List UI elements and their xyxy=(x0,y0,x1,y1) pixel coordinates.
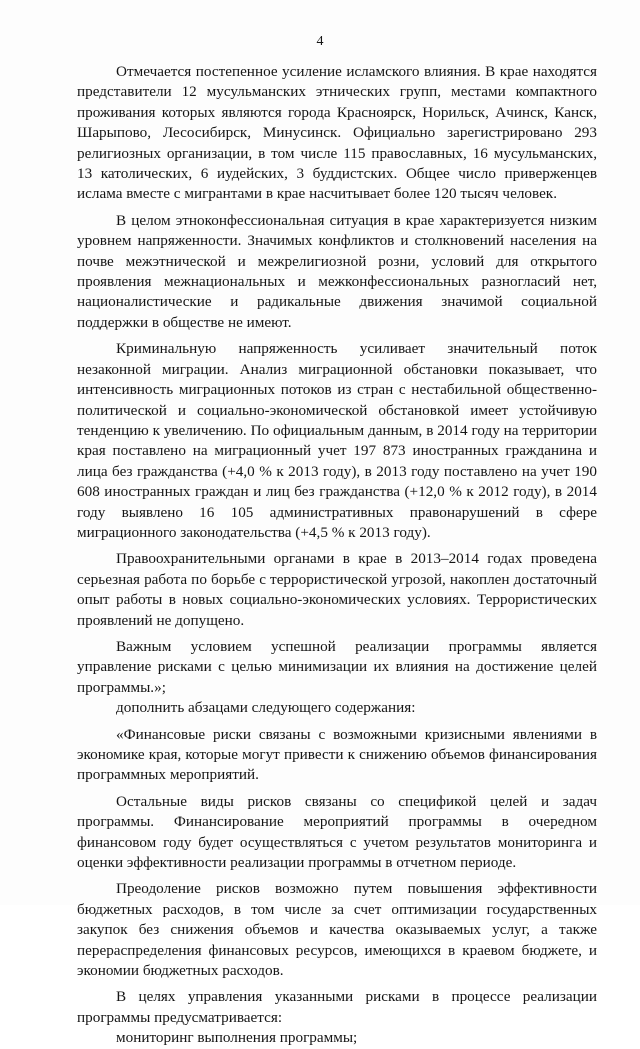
paragraph-illegal-migration: Криминальную напряженность усиливает значительный поток незаконной миграции. Анализ миграционной обстановки показывает, что интенсивность миграционных потоков из стран с нестабильной общественно-политической и социально-экономической обстановкой имеет устойчивую тенденцию к увеличению. По официальным данным, в 2014 году на территории края поставлено на миграционный учет 197 873 иностранных гражданина и лица без гражданства (+4,0 % к 2013 году), в 2013 году поставлено на учет 190 608 иностранных граждан и лиц без гражданства (+12,0 % к 2012 году), в 2014 году выявлено 16 105 административных правонарушений в сфере миграционного законодательства (+4,5 % к 2013 году). xyxy=(77,340,597,541)
paragraph-other-risks: Остальные виды рисков связаны со спецификой целей и задач программы. Финансирование мероприятий программы в очередном финансовом году будет осуществляться с учетом результатов мониторинга и оценки эффективности реализации программы в отчетном периоде. xyxy=(77,792,597,872)
paragraph-risk-mitigation: Преодоление рисков возможно путем повышения эффективности бюджетных расходов, в том числе за счет оптимизации государственных закупок без снижения объемов и качества оказываемых услуг, а также перераспределения финансовых ресурсов, имеющихся в краевом бюджете, и экономии бюджетных расходов. xyxy=(77,880,597,980)
paragraph-islamic-influence: Отмечается постепенное усиление исламского влияния. В крае находятся представители 12 мусульманских этнических групп, местами компактного проживания которых являются города Красноярск, Норильск, Ачинск, Канск, Шарыпово, Лесосибирск, Минусинск. Официально зарегистрировано 293 религиозных организации, в том числе 115 православных, 16 мусульманских, 13 католических, 6 иудейских, 3 буддистских. Общее число приверженцев ислама вместе с мигрантами в крае насчитывает более 120 тысяч человек. xyxy=(77,63,597,203)
page-number: 4 xyxy=(316,34,324,49)
paragraph-financial-risks: «Финансовые риски связаны с возможными кризисными явлениями в экономике края, которые могут привести к снижению объемов финансирования программных мероприятий. xyxy=(77,725,597,784)
paragraph-risk-management: Важным условием успешной реализации программы является управление рисками с целью минимизации их влияния на достижение целей программы.»; xyxy=(77,637,597,696)
paragraph-amendment-intro: дополнить абзацами следующего содержания: xyxy=(116,699,416,717)
document-body xyxy=(77,62,597,1049)
paragraph-ethno-confessional-situation: В целом этноконфессиональная ситуация в крае характеризуется низким уровнем напряженности. Значимых конфликтов и столкновений населения на почве межэтнической и межрелигиозной розни, условий для открытого проявления межнациональных и межконфессиональных разногласий нет, националистические и радикальные движения значимой социальной поддержки в обществе не имеют. xyxy=(77,211,597,331)
paragraph-risk-control-measures: В целях управления указанными рисками в процессе реализации программы предусматривается: xyxy=(77,988,597,1026)
paragraph-terrorism-prevention: Правоохранительными органами в крае в 2013–2014 годах проведена серьезная работа по борьбе с террористической угрозой, накоплен достаточный опыт работы в новых социально-экономических условиях. Террористических проявлений не допущено. xyxy=(77,550,597,629)
paragraph-program-monitoring: мониторинг выполнения программы; xyxy=(116,1029,358,1047)
